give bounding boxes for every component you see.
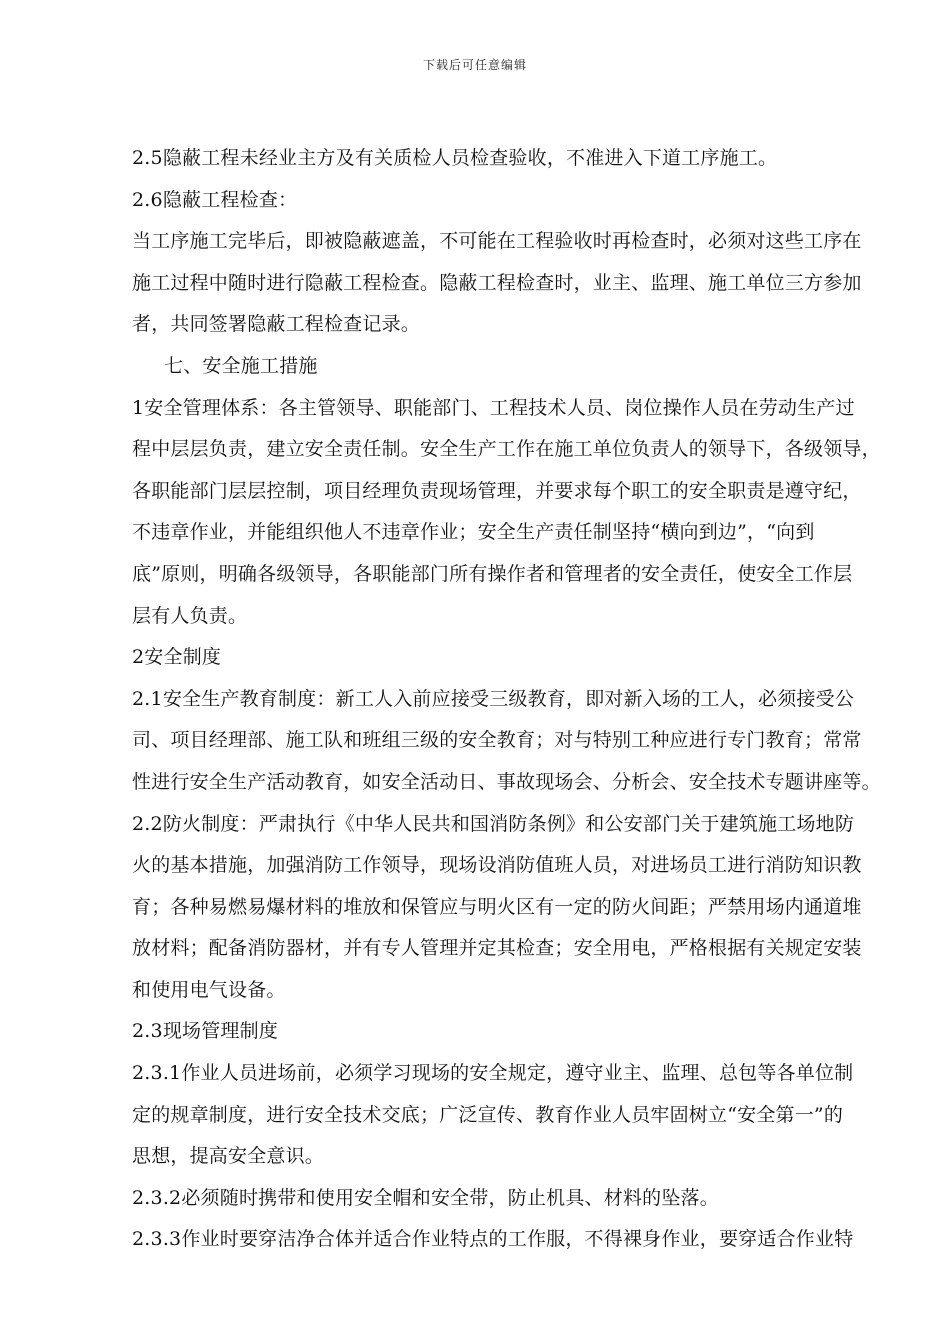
text-line: 火的基本措施，加强消防工作领导，现场设消防值班人员，对进场员工进行消防知识教 (132, 854, 862, 877)
text-line: 和使用电气设备。 (132, 978, 286, 1001)
text-line: 2.3.2必须随时携带和使用安全帽和安全带，防止机具、材料的坠落。 (132, 1186, 719, 1209)
text-line: 性进行安全生产活动教育，如安全活动日、事故现场会、分析会、安全技术专题讲座等。 (132, 770, 881, 793)
text-line: 2.3现场管理制度 (132, 1020, 279, 1043)
page-header: 下载后可任意编辑 (422, 58, 527, 72)
text-line: 育；各种易燃易爆材料的堆放和保管应与明火区有一定的防火间距；严禁用场内通道堆 (132, 895, 862, 918)
text-line: 放材料；配备消防器材，并有专人管理并定其检查；安全用电，严格根据有关规定安装 (132, 937, 862, 960)
text-line: 者，共同签署隐蔽工程检查记录。 (132, 313, 421, 336)
text-line: 层有人负责。 (132, 604, 248, 627)
text-line: 司、项目经理部、施工队和班组三级的安全教育；对与特别工种应进行专门教育；常常 (132, 729, 862, 752)
text-line: 1安全管理体系：各主管领导、职能部门、工程技术人员、岗位操作人员在劳动生产过 (132, 396, 855, 419)
text-line: 2.3.3作业时要穿洁净合体并适合作业特点的工作服，不得裸身作业，要穿适合作业特 (132, 1228, 854, 1251)
text-line: 施工过程中随时进行隐蔽工程检查。隐蔽工程检查时，业主、监理、施工单位三方参加 (132, 271, 862, 294)
text-line: 不违章作业，并能组织他人不违章作业；安全生产责任制坚持“横向到边”，“向到 (132, 521, 815, 544)
text-line: 定的规章制度，进行安全技术交底；广泛宣传、教育作业人员牢固树立“安全第一”的 (132, 1103, 844, 1126)
text-line: 2.3.1作业人员进场前，必须学习现场的安全规定，遵守业主、监理、总包等各单位制 (132, 1062, 854, 1085)
text-line: 2.1安全生产教育制度：新工人入前应接受三级教育，即对新入场的工人，必须接受公 (132, 687, 855, 710)
text-line: 2.5隐蔽工程未经业主方及有关质检人员检查验收，不准进入下道工序施工。 (132, 147, 778, 169)
text-line: 当工序施工完毕后，即被隐蔽遮盖，不可能在工程验收时再检查时，必须对这些工序在 (132, 230, 862, 253)
text-line: 各职能部门层层控制，项目经理负责现场管理，并要求每个职工的安全职责是遵守纪， (132, 479, 862, 502)
text-line: 2.6隐蔽工程检查： (132, 188, 298, 211)
document-body (132, 138, 881, 1261)
text-line: 思想，提高安全意识。 (132, 1145, 325, 1168)
section-heading: 七、安全施工措施 (164, 354, 318, 377)
text-line: 2.2防火制度：严肃执行《中华人民共和国消防条例》和公安部门关于建筑施工场地防 (132, 812, 855, 835)
text-line: 程中层层负责，建立安全责任制。安全生产工作在施工单位负责人的领导下，各级领导， (132, 438, 881, 461)
text-line: 2安全制度 (132, 646, 222, 669)
text-line: 底”原则，明确各级领导，各职能部门所有操作者和管理者的安全责任，使安全工作层 (132, 562, 853, 585)
